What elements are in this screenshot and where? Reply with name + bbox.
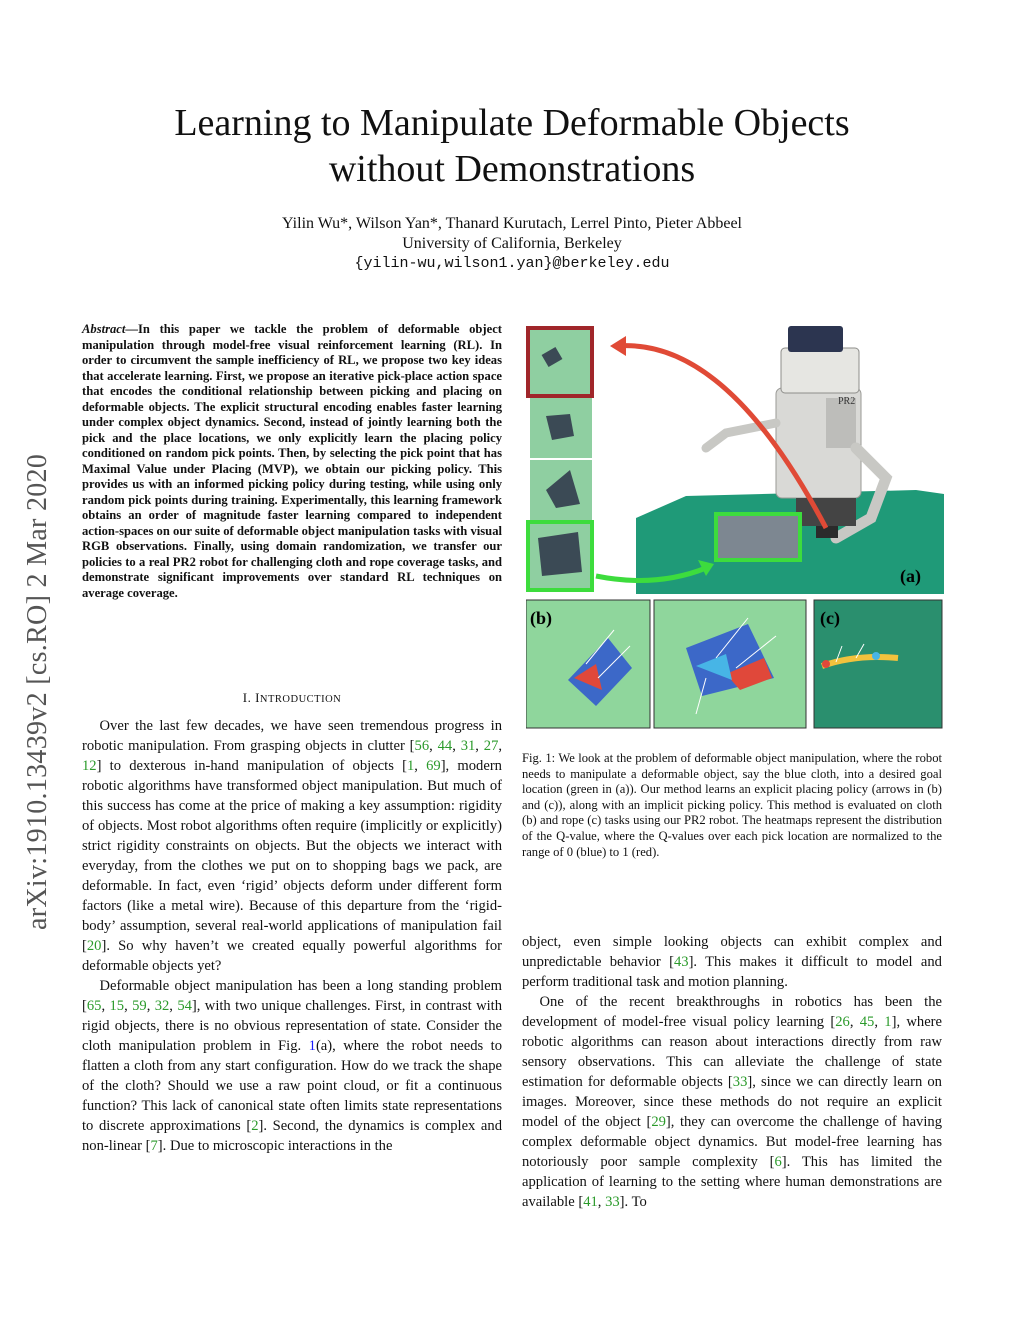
panel-c <box>814 600 942 728</box>
citation[interactable]: 15 <box>109 998 125 1014</box>
abstract-text: —In this paper we tackle the problem of deformable object manipulation through model-free visual reinforcement learning (RL). In order to circumvent the sample inefficiency of RL, we propose two key ideas that accelerate learning. First, we propose an iterative pick-place action space that encodes the conditional relationship between picking and placing on deformable objects. The explicit structural encoding enables faster learning under complex object dynamics. Second, instead of jointly learning both the pick and the place locations, we only explicitly learn the placing policy conditioned on random pick points. Then, by selecting the pick point that has Maximal Value under Placing (MVP), we obtain our picking policy. This provides us with an informed picking policy during testing, while using only random pick points during training. Experimentally, this learning framework obtains an order of magnitude faster learning compared to independent action-spaces on our suite of deformable object manipulation tasks with visual RGB observations. Finally, using domain randomization, we transfer our policies to a real PR2 robot for challenging cloth and rope coverage tasks, and demonstrate significant improvements over standard RL techniques on average coverage. <box>82 322 502 600</box>
label-c: (c) <box>820 608 840 628</box>
text-run: , <box>429 738 438 754</box>
text-run: ]. This has limited the application of learning to the setting where human demonstrations are available [ <box>522 1154 942 1210</box>
intro-paragraph-2 <box>82 976 502 1156</box>
figure-caption: Fig. 1: We look at the problem of deformable object manipulation, where the robot needs to manipulate a deformable object, say the blue cloth, into a desired goal location (green in (a)). Our method learns an explicit placing policy (arrows in (b) and (c)), along with an implicit picking policy. This method is evaluated on cloth (b) and rope (c) tasks using our PR2 robot. The heatmaps represent the distribution of the Q-value, where the Q-values over each pick location are normalized to the range of 0 (blue) to 1 (red). <box>522 751 942 859</box>
citation[interactable]: 1 <box>884 1014 892 1030</box>
title-line-1: Learning to Manipulate Deformable Objects <box>174 102 850 144</box>
text-run: ]. Second, the dynamics is complex and non-linear [ <box>82 1118 503 1154</box>
right-paragraph-1 <box>522 932 942 992</box>
citation[interactable]: 6 <box>774 1154 782 1170</box>
title-line-2: without Demonstrations <box>328 148 696 190</box>
text-run: , <box>849 1014 860 1030</box>
text-run: Over the last few decades, we have seen tremendous progress in robotic manipulation. From grasping objects in clutter [ <box>82 718 502 754</box>
citation[interactable]: 41 <box>583 1194 598 1210</box>
goal-cloth <box>716 514 800 560</box>
citation[interactable]: 65 <box>86 998 102 1014</box>
citation[interactable]: 54 <box>177 998 192 1014</box>
text-run: , <box>124 998 133 1014</box>
citation[interactable]: 7 <box>150 1138 158 1154</box>
abstract-label: Abstract <box>82 322 126 336</box>
right-paragraph-2 <box>522 992 942 1212</box>
citation[interactable]: 44 <box>437 738 453 754</box>
figure-1 <box>526 318 944 736</box>
citation[interactable]: 12 <box>82 758 97 774</box>
citation[interactable]: 26 <box>835 1014 850 1030</box>
citation[interactable]: 33 <box>732 1074 748 1090</box>
text-run: ]. So why haven’t we created equally powerful algorithms for deformable objects yet? <box>82 938 502 974</box>
text-run: , <box>475 738 484 754</box>
figure-ref[interactable]: 1 <box>308 1038 316 1054</box>
citation[interactable]: 1 <box>406 758 415 774</box>
robot-tag: PR2 <box>838 396 856 407</box>
text-run: ]. Due to microscopic interactions in the <box>157 1138 393 1154</box>
citation[interactable]: 59 <box>132 998 147 1014</box>
text-run: ], they can overcome the challenge of having complex deformable object dynamics. But model-free learning has notoriously poor sample complexity [ <box>522 1114 943 1170</box>
label-b: (b) <box>530 608 552 628</box>
affiliation: University of California, Berkeley <box>402 235 622 252</box>
label-a: (a) <box>900 566 921 586</box>
citation[interactable]: 29 <box>651 1114 666 1130</box>
authors: Yilin Wu*, Wilson Yan*, Thanard Kurutach, Lerrel Pinto, Pieter Abbeel <box>282 215 742 232</box>
citation[interactable]: 69 <box>426 758 441 774</box>
arxiv-stamp: arXiv:1910.13439v2 [cs.RO] 2 Mar 2020 <box>22 453 53 930</box>
text-run: , <box>146 998 155 1014</box>
text-run: , <box>452 738 461 754</box>
text-run: ]. To <box>619 1194 647 1210</box>
author-block <box>100 214 924 274</box>
section-title-rest: NTRODUCTION <box>259 694 342 705</box>
section-heading <box>82 690 502 706</box>
citation[interactable]: 31 <box>460 738 476 754</box>
citation[interactable]: 32 <box>154 998 170 1014</box>
text-run: , <box>597 1194 606 1210</box>
text-run: (a), where the robot needs to flatten a cloth from any start configuration. How do we track the shape of the cloth? Should we use a raw point cloud, or fit a continuous function? This lack of canonical state often limits state representations to discrete approximations [ <box>82 1038 502 1134</box>
citation[interactable]: 56 <box>414 738 430 754</box>
citation[interactable]: 43 <box>673 954 689 970</box>
text-run: , <box>498 738 503 754</box>
text-run: ] to dexterous in-hand manipulation of objects [ <box>96 758 407 774</box>
text-run: , <box>414 758 427 774</box>
text-run: , <box>101 998 110 1014</box>
text-run: , <box>874 1014 885 1030</box>
text-run: ]. This makes it difficult to model and perform traditional task and motion planning. <box>522 954 942 990</box>
intro-paragraph-1 <box>82 716 502 976</box>
text-run: , <box>169 998 178 1014</box>
text-run: ], modern robotic algorithms have transformed object manipulation. But much of this success has come at the price of making a key assumption: rigidity of objects. Most robot algorithms often require (implicitly or explicitly) strict rigidity constraints on objects. But the objects we interact with everyday, from the clothes we put on to shopping bags we pack, are deformable. In fact, even ‘rigid’ objects deform under different form factors (like a metal wire). Because of this departure from the ‘rigid-body’ assumption, several real-world applications of manipulation fail [ <box>82 758 502 954</box>
paper-title <box>100 100 924 192</box>
citation[interactable]: 2 <box>251 1118 259 1134</box>
panel-b <box>526 600 806 728</box>
text-run: object, even simple looking objects can exhibit complex and unpredictable behavior [ <box>522 934 942 970</box>
text-run: One of the recent breakthroughs in robotics has been the development of model-free visual policy learning [ <box>522 994 942 1030</box>
email: {yilin-wu,wilson1.yan}@berkeley.edu <box>354 255 670 272</box>
intro-left-column <box>82 716 502 1156</box>
citation[interactable]: 45 <box>859 1014 875 1030</box>
citation[interactable]: 33 <box>605 1194 620 1210</box>
text-run: ], with two unique challenges. First, in contrast with rigid objects, there is no obvious representation of state. Consider the cloth manipulation problem in Fig. <box>82 998 503 1054</box>
section-title-first: I <box>255 690 260 705</box>
figure-1-artwork <box>526 318 944 736</box>
citation[interactable]: 27 <box>483 738 499 754</box>
abstract <box>82 322 502 601</box>
intro-right-column <box>522 932 942 1212</box>
section-number: I. <box>242 690 252 705</box>
text-run: Deformable object manipulation has been a long standing problem [ <box>82 978 502 1014</box>
text-run: ], since we can directly learn on images. Moreover, since these methods do not require an explicit model of the object [ <box>522 1074 942 1130</box>
citation[interactable]: 20 <box>86 938 102 954</box>
text-run: ], where robotic algorithms can reason about interactions directly from raw sensory observations. This can alleviate the challenge of state estimation for deformable objects [ <box>522 1014 943 1090</box>
